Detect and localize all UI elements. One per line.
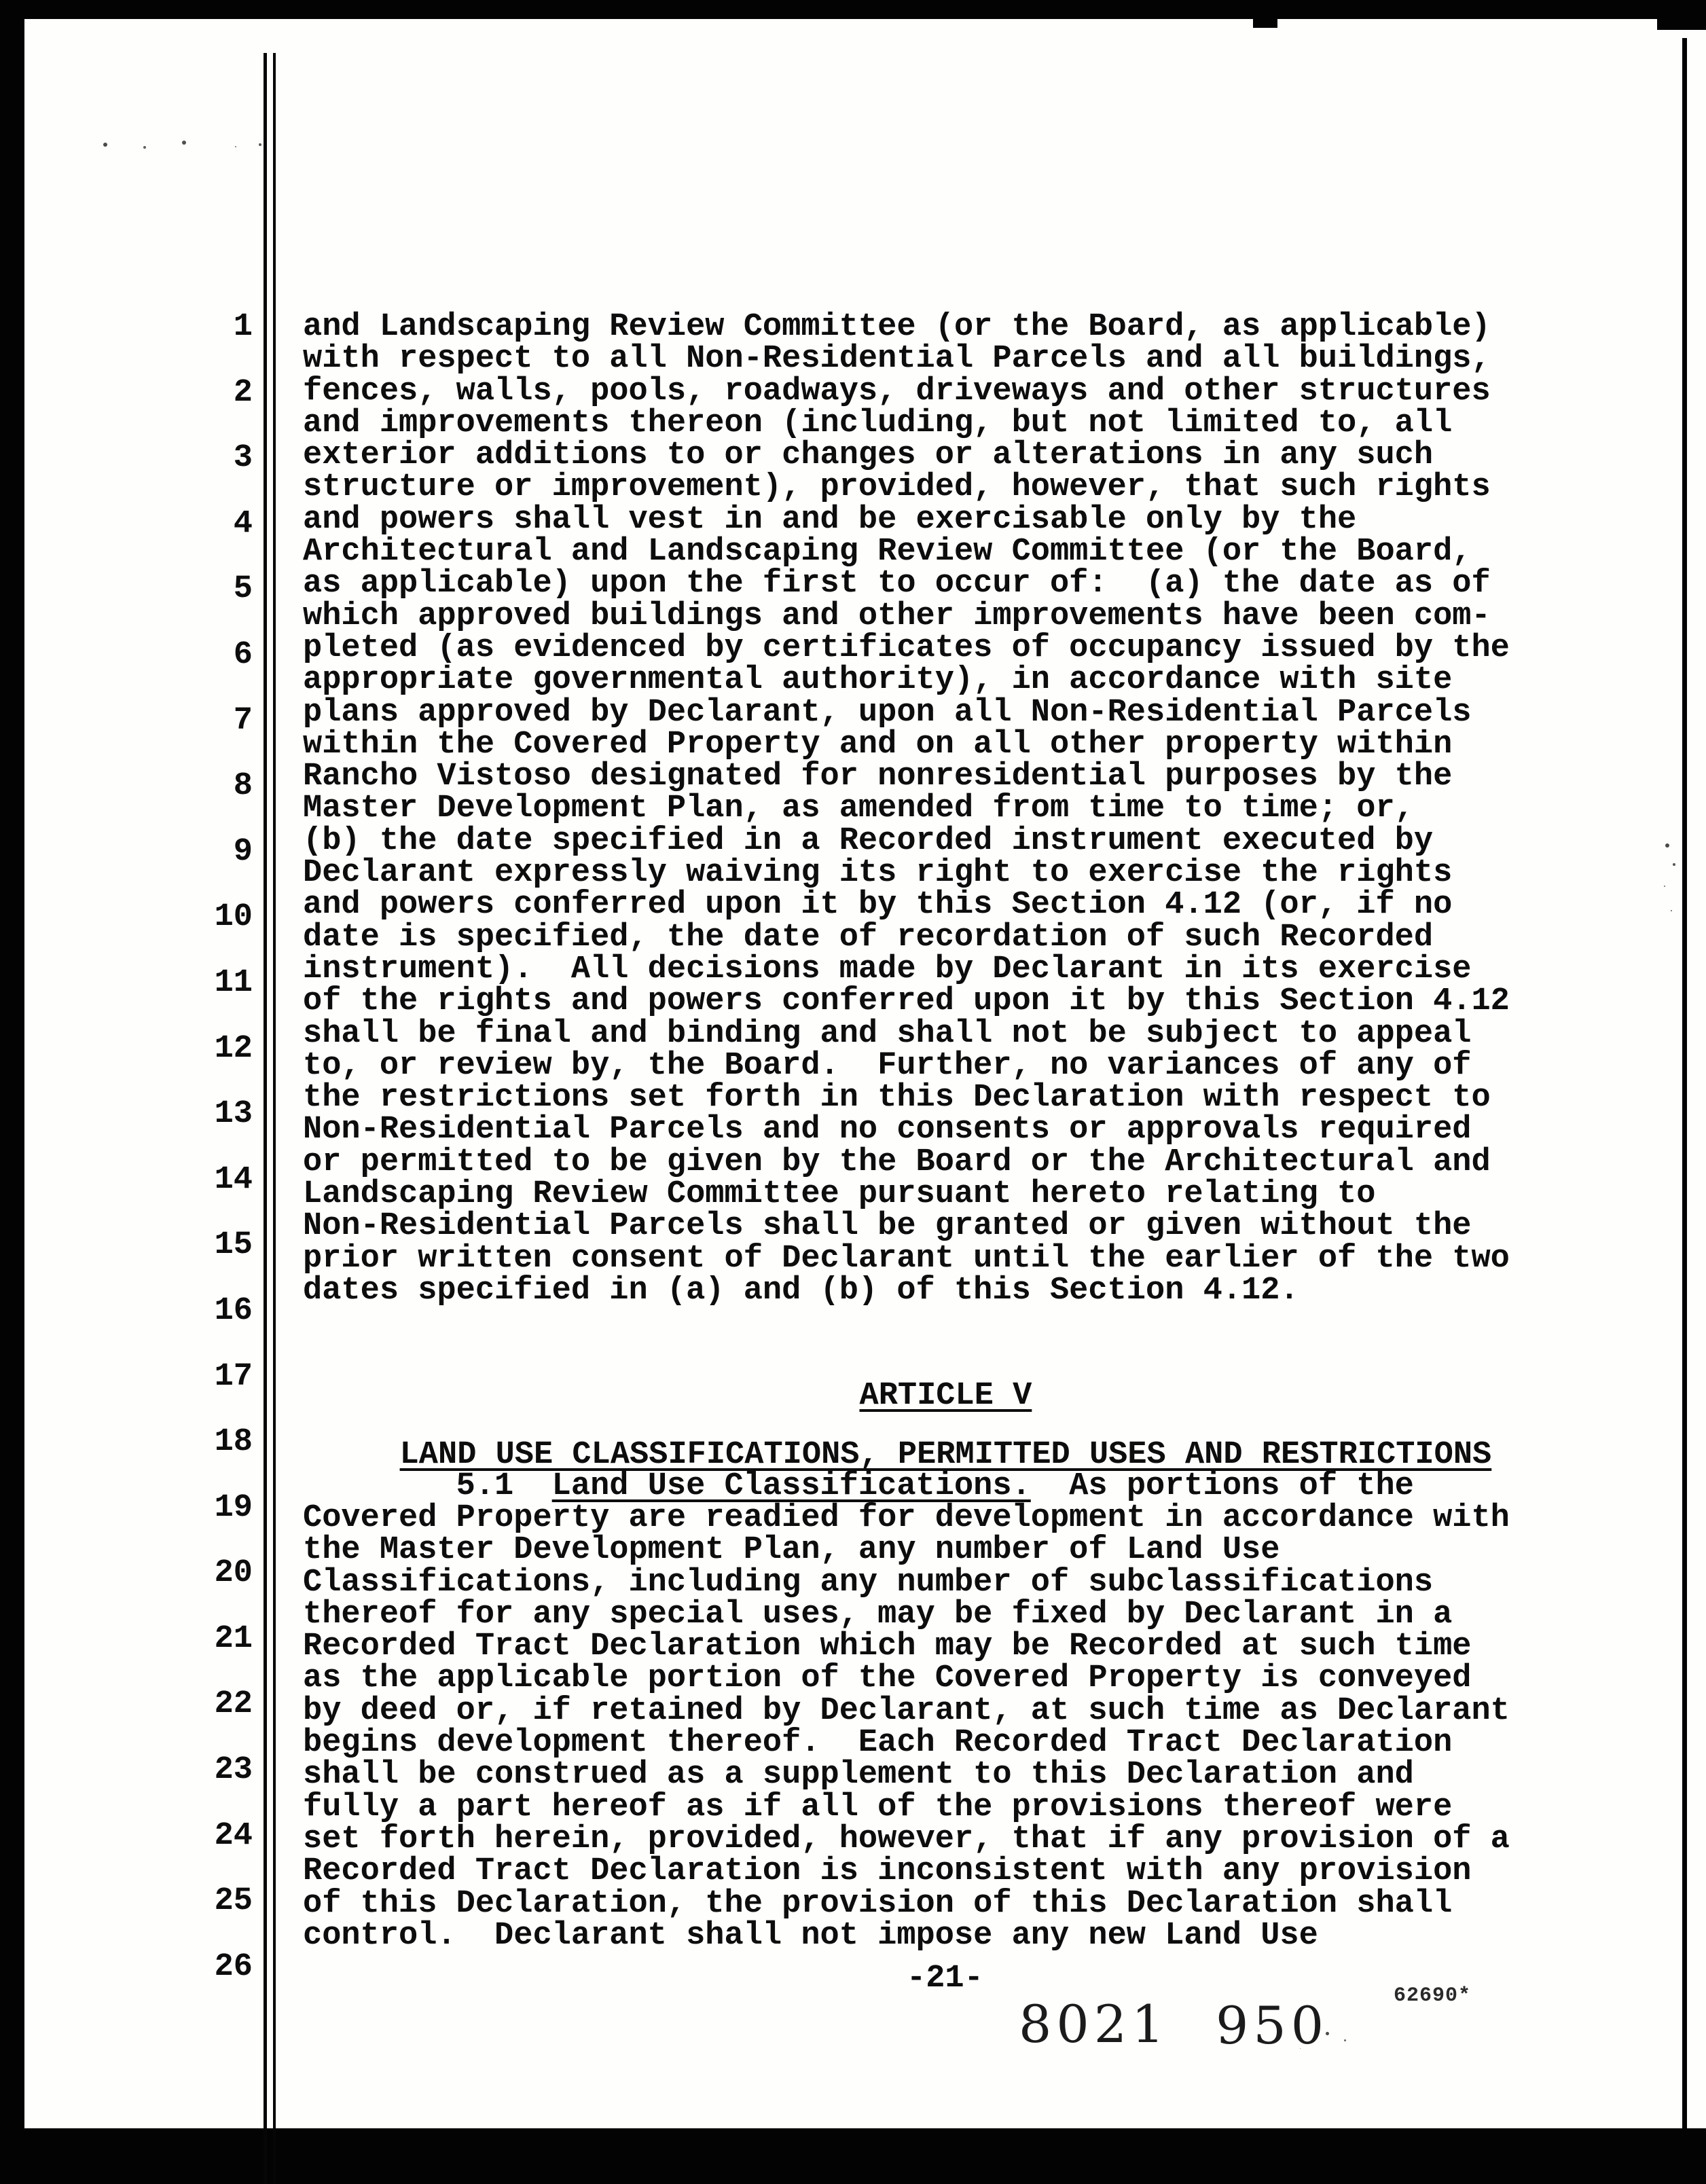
page-number: -21- bbox=[907, 1961, 983, 1997]
text-line: Recorded Tract Declaration is inconsistent with any provision bbox=[303, 1853, 1472, 1890]
line-number: 18 bbox=[214, 1424, 253, 1461]
text-line: or permitted to be given by the Board or the Architectural and bbox=[303, 1144, 1491, 1180]
text-line: appropriate governmental authority), in accordance with site bbox=[303, 662, 1453, 699]
line-number: 22 bbox=[214, 1686, 253, 1723]
text-line: Declarant expressly waiving its right to exercise the rights bbox=[303, 855, 1453, 892]
text-line: instrument). All decisions made by Declarant in its exercise bbox=[303, 951, 1472, 987]
text-line: and Landscaping Review Committee (or the Board, as applicable) bbox=[303, 309, 1491, 345]
line-number: 11 bbox=[214, 964, 253, 1001]
line-number: 2 bbox=[233, 374, 253, 411]
text-line: and powers conferred upon it by this Section 4.12 (or, if no bbox=[303, 887, 1453, 924]
text-line: Covered Property are readied for development in accordance with bbox=[303, 1500, 1510, 1536]
section-5-1-first-line-rest: As portions of the bbox=[1030, 1468, 1414, 1504]
scan-border-right bbox=[1682, 38, 1687, 2136]
line-number: 25 bbox=[214, 1883, 253, 1920]
text-line: dates specified in (a) and (b) of this Section 4.12. bbox=[303, 1272, 1299, 1309]
text-line: shall be construed as a supplement to this Declaration and bbox=[303, 1757, 1414, 1794]
line-number: 13 bbox=[214, 1096, 253, 1133]
text-line: pleted (as evidenced by certificates of occupancy issued by the bbox=[303, 630, 1510, 666]
section-5-1-first-line bbox=[303, 1470, 1414, 1502]
paragraph-section-4-12-continuation bbox=[303, 311, 1510, 1307]
line-number-column bbox=[102, 311, 253, 2016]
line-number: 14 bbox=[214, 1161, 253, 1198]
text-line: exterior additions to or changes or alterations in any such bbox=[303, 437, 1434, 474]
text-line: and powers shall vest in and be exercisable only by the bbox=[303, 501, 1357, 538]
section-5-1-title: Land Use Classifications. bbox=[551, 1468, 1031, 1504]
scan-border-bottom bbox=[0, 2128, 1706, 2184]
text-line: Landscaping Review Committee pursuant hereto relating to bbox=[303, 1176, 1376, 1213]
line-number: 19 bbox=[214, 1489, 253, 1526]
scan-border-top bbox=[0, 0, 1706, 19]
text-line: which approved buildings and other improvements have been com- bbox=[303, 598, 1491, 634]
scan-artifact-tick bbox=[1253, 18, 1277, 28]
text-line: with respect to all Non-Residential Parcels and all buildings, bbox=[303, 341, 1491, 378]
recording-stamp-number-2: 950 bbox=[1216, 1995, 1329, 2056]
recording-stamp-number-1: 8021 bbox=[1019, 1994, 1169, 2054]
text-line: Architectural and Landscaping Review Committee (or the Board, bbox=[303, 534, 1472, 570]
text-line: control. Declarant shall not impose any new Land Use bbox=[303, 1917, 1318, 1954]
text-line: thereof for any special uses, may be fixed by Declarant in a bbox=[303, 1596, 1453, 1633]
line-number: 16 bbox=[214, 1292, 253, 1329]
line-number: 24 bbox=[214, 1817, 253, 1854]
section-5-1-number: 5.1 bbox=[303, 1468, 552, 1504]
scan-border-top-right-corner bbox=[1657, 0, 1706, 30]
line-number: 12 bbox=[214, 1030, 253, 1067]
article-v-subheading-text: LAND USE CLASSIFICATIONS, PERMITTED USES AND RESTRICTIONS bbox=[399, 1437, 1492, 1474]
scan-border-left bbox=[0, 0, 24, 2184]
paragraph-section-5-1 bbox=[303, 1502, 1510, 1952]
scan-specks-top-left bbox=[103, 143, 107, 147]
line-number: 3 bbox=[233, 440, 253, 477]
text-line: Rancho Vistoso designated for nonresidential purposes by the bbox=[303, 759, 1453, 795]
line-number: 26 bbox=[214, 1948, 253, 1985]
text-line: fences, walls, pools, roadways, driveways and other structures bbox=[303, 373, 1491, 410]
line-number: 20 bbox=[214, 1555, 253, 1592]
line-number: 7 bbox=[233, 702, 253, 739]
text-line: Non-Residential Parcels and no consents or approvals required bbox=[303, 1112, 1472, 1148]
line-number: 10 bbox=[214, 899, 253, 936]
text-line: begins development thereof. Each Recorded Tract Declaration bbox=[303, 1725, 1453, 1762]
line-number: 8 bbox=[233, 768, 253, 805]
line-number: 9 bbox=[233, 833, 253, 870]
line-number: 23 bbox=[214, 1752, 253, 1789]
text-line: shall be final and binding and shall not be subject to appeal bbox=[303, 1015, 1472, 1052]
corner-reference-code: 62690* bbox=[1394, 1984, 1472, 2007]
text-line: Classifications, including any number of subclassifications bbox=[303, 1564, 1434, 1601]
line-number: 6 bbox=[233, 636, 253, 673]
text-line: to, or review by, the Board. Further, no variances of any of bbox=[303, 1047, 1472, 1084]
text-line: of this Declaration, the provision of this Declaration shall bbox=[303, 1885, 1453, 1922]
text-line: the Master Development Plan, any number of Land Use bbox=[303, 1532, 1280, 1569]
line-number: 17 bbox=[214, 1358, 253, 1395]
text-line: Master Development Plan, as amended from time to time; or, bbox=[303, 790, 1414, 827]
text-line: date is specified, the date of recordation of such Recorded bbox=[303, 919, 1434, 956]
text-line: Non-Residential Parcels shall be granted or given without the bbox=[303, 1208, 1472, 1245]
pleading-rule-inner bbox=[273, 53, 276, 2184]
line-number: 21 bbox=[214, 1620, 253, 1657]
line-number: 15 bbox=[214, 1227, 253, 1264]
text-line: and improvements thereon (including, but not limited to, all bbox=[303, 405, 1453, 441]
text-line: within the Covered Property and on all other property within bbox=[303, 726, 1453, 763]
text-line: the restrictions set forth in this Declaration with respect to bbox=[303, 1080, 1491, 1116]
text-line: by deed or, if retained by Declarant, at such time as Declarant bbox=[303, 1692, 1510, 1729]
line-number: 4 bbox=[233, 505, 253, 542]
text-line: of the rights and powers conferred upon it by this Section 4.12 bbox=[303, 983, 1510, 1020]
text-line: structure or improvement), provided, however, that such rights bbox=[303, 469, 1491, 506]
pleading-rule-outer bbox=[264, 53, 267, 2184]
scan-specks-right-edge bbox=[1665, 843, 1669, 848]
text-line: as the applicable portion of the Covered Property is conveyed bbox=[303, 1660, 1472, 1697]
text-line: plans approved by Declarant, upon all Non-Residential Parcels bbox=[303, 694, 1472, 731]
text-line: as applicable) upon the first to occur of: (a) the date as of bbox=[303, 566, 1491, 602]
text-line: set forth herein, provided, however, that if any provision of a bbox=[303, 1821, 1510, 1857]
text-line: prior written consent of Declarant until the earlier of the two bbox=[303, 1240, 1510, 1277]
line-number: 5 bbox=[233, 571, 253, 608]
text-line: Recorded Tract Declaration which may be Recorded at such time bbox=[303, 1628, 1472, 1665]
text-line: fully a part hereof as if all of the provisions thereof were bbox=[303, 1789, 1453, 1825]
article-v-heading-text: ARTICLE V bbox=[859, 1378, 1032, 1415]
text-line: (b) the date specified in a Recorded instrument executed by bbox=[303, 822, 1434, 859]
line-number: 1 bbox=[233, 309, 253, 345]
